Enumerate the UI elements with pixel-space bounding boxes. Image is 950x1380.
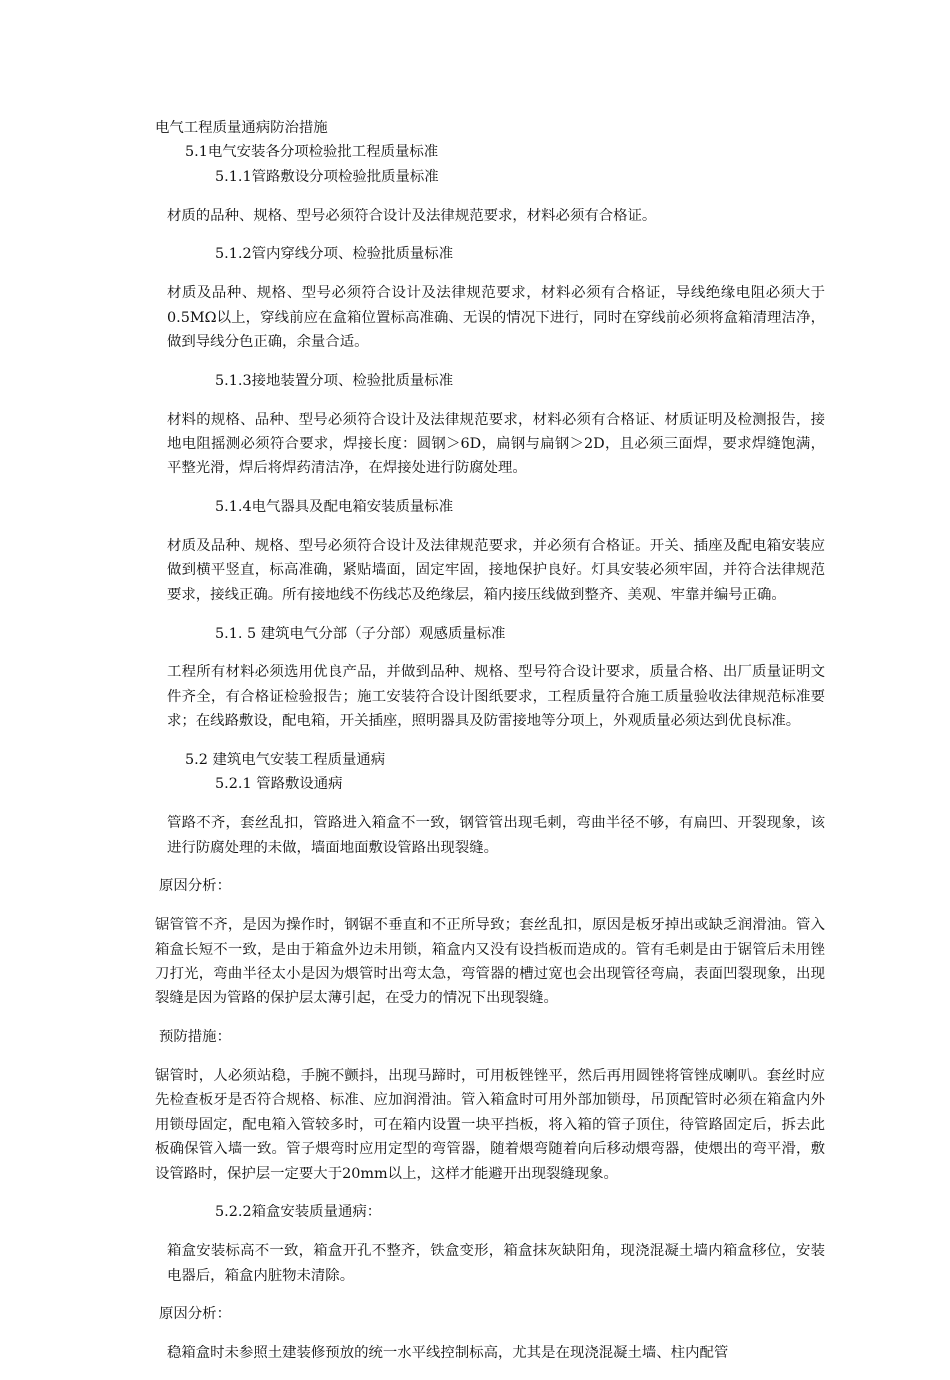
paragraph-5-2-2: 箱盒安装标高不一致，箱盒开孔不整齐，铁盒变形，箱盒抹灰缺阳角，现浇混凝土墙内箱盒移位，安装电器后，箱盒内脏物未清除。 [167, 1243, 825, 1284]
subsection-heading-5-2-2: 5.2.2箱盒安装质量通病： [215, 1204, 382, 1221]
document-title: 电气工程质量通病防治措施 [155, 120, 328, 136]
paragraph-5-1-5: 工程所有材料必须选用优良产品，并做到品种、规格、型号符合设计要求，质量合格、出厂质量证明文件齐全，有合格证检验报告；施工安装符合设计图纸要求，工程质量符合施工质量验收法律规范标准要求；在线路敷设，配电箱，开关插座，照明器具及防雷接地等分项上，外观质量必须达到优良标准。 [167, 664, 825, 730]
paragraph-5-1-3: 材料的规格、品种、型号必须符合设计及法律规范要求，材料必须有合格证、材质证明及检测报告，接地电阻摇测必须符合要求，焊接长度：圆钢＞6D，扁钢与扁钢＞2D，且必须三面焊，要求焊缝饱满，平整光滑，焊后将焊药清洁净，在焊接处进行防腐处理。 [167, 411, 825, 477]
subsection-heading-5-1-5: 5.1. 5 建筑电气分部（子分部）观感质量标准 [215, 625, 506, 642]
prevention-text: 锯管时，人必须站稳，手腕不颤抖，出现马蹄时，可用板锉锉平，然后再用圆锉将管锉成喇叭。套丝时应先检查板牙是否符合规格、标准、应加润滑油。管入箱盒时可用外部加锁母，吊顶配管时必须在箱盒内外用锁母固定，配电箱入管较多时，可在箱内设置一块平挡板，将入箱的管子顶住，待管路固定后，拆去此板确保管入墙一致。管子煨弯时应用定型的弯管器，随着煨弯随着向后移动煨弯器，使煨出的弯平滑，敷设管路时，保护层一定要大于20mm以上，这样才能避开出现裂缝现象。 [155, 1068, 825, 1182]
cause-analysis-label-2: 原因分析： [159, 1306, 231, 1323]
subsection-heading-5-1-3: 5.1.3接地装置分项、检验批质量标准 [215, 372, 454, 389]
paragraph-5-1-1: 材质的品种、规格、型号必须符合设计及法律规范要求，材料必须有合格证。 [167, 207, 657, 224]
prevention-label: 预防措施： [159, 1029, 231, 1046]
subsection-heading-5-1-4: 5.1.4电气器具及配电箱安装质量标准 [215, 499, 454, 516]
paragraph-5-1-2: 材质及品种、规格、型号必须符合设计及法律规范要求，材料必须有合格证，导线绝缘电阻必须大于0.5MΩ以上，穿线前应在盒箱位置标高准确、无误的情况下进行，同时在穿线前必须将盒箱清理洁净，做到导线分色正确，余量合适。 [167, 285, 825, 351]
paragraph-5-1-4: 材质及品种、规格、型号必须符合设计及法律规范要求，并必须有合格证。开关、插座及配电箱安装应做到横平竖直，标高准确，紧贴墙面，固定牢固，接地保护良好。灯具安装必须牢固，并符合法律规范要求，接线正确。所有接地线不伤线芯及绝缘层，箱内接压线做到整齐、美观、牢靠并编号正确。 [167, 538, 825, 603]
cause-analysis-text-2: 稳箱盒时未参照土建装修预放的统一水平线控制标高，尤其是在现浇混凝土墙、柱内配管 [167, 1345, 729, 1362]
cause-analysis-label-1: 原因分析： [159, 878, 231, 895]
cause-analysis-text-1: 锯管管不齐，是因为操作时，钢锯不垂直和不正所导致；套丝乱扣，原因是板牙掉出或缺乏润滑油。管入箱盒长短不一致，是由于箱盒外边未用锁，箱盒内又没有设挡板而造成的。管有毛刺是由于锯管后未用锉刀打光，弯曲半径太小是因为煨管时出弯太急，弯管器的槽过宽也会出现管径弯扁，表面凹裂现象，出现裂缝是因为管路的保护层太薄引起，在受力的情况下出现裂缝。 [155, 917, 825, 1007]
document-body [155, 116, 825, 1380]
subsection-heading-5-2-1: 5.2.1 管路敷设通病 [215, 776, 343, 793]
section-heading-5-2: 5.2 建筑电气安装工程质量通病 [185, 752, 386, 769]
paragraph-5-2-1: 管路不齐，套丝乱扣，管路进入箱盒不一致，钢管管出现毛刺，弯曲半径不够，有扁凹、开裂现象，该进行防腐处理的未做，墙面地面敷设管路出现裂缝。 [167, 815, 825, 856]
subsection-heading-5-1-1: 5.1.1管路敷设分项检验批质量标准 [215, 168, 439, 185]
subsection-heading-5-1-2: 5.1.2管内穿线分项、检验批质量标准 [215, 246, 454, 263]
section-heading-5-1: 5.1电气安装各分项检验批工程质量标准 [185, 144, 439, 161]
